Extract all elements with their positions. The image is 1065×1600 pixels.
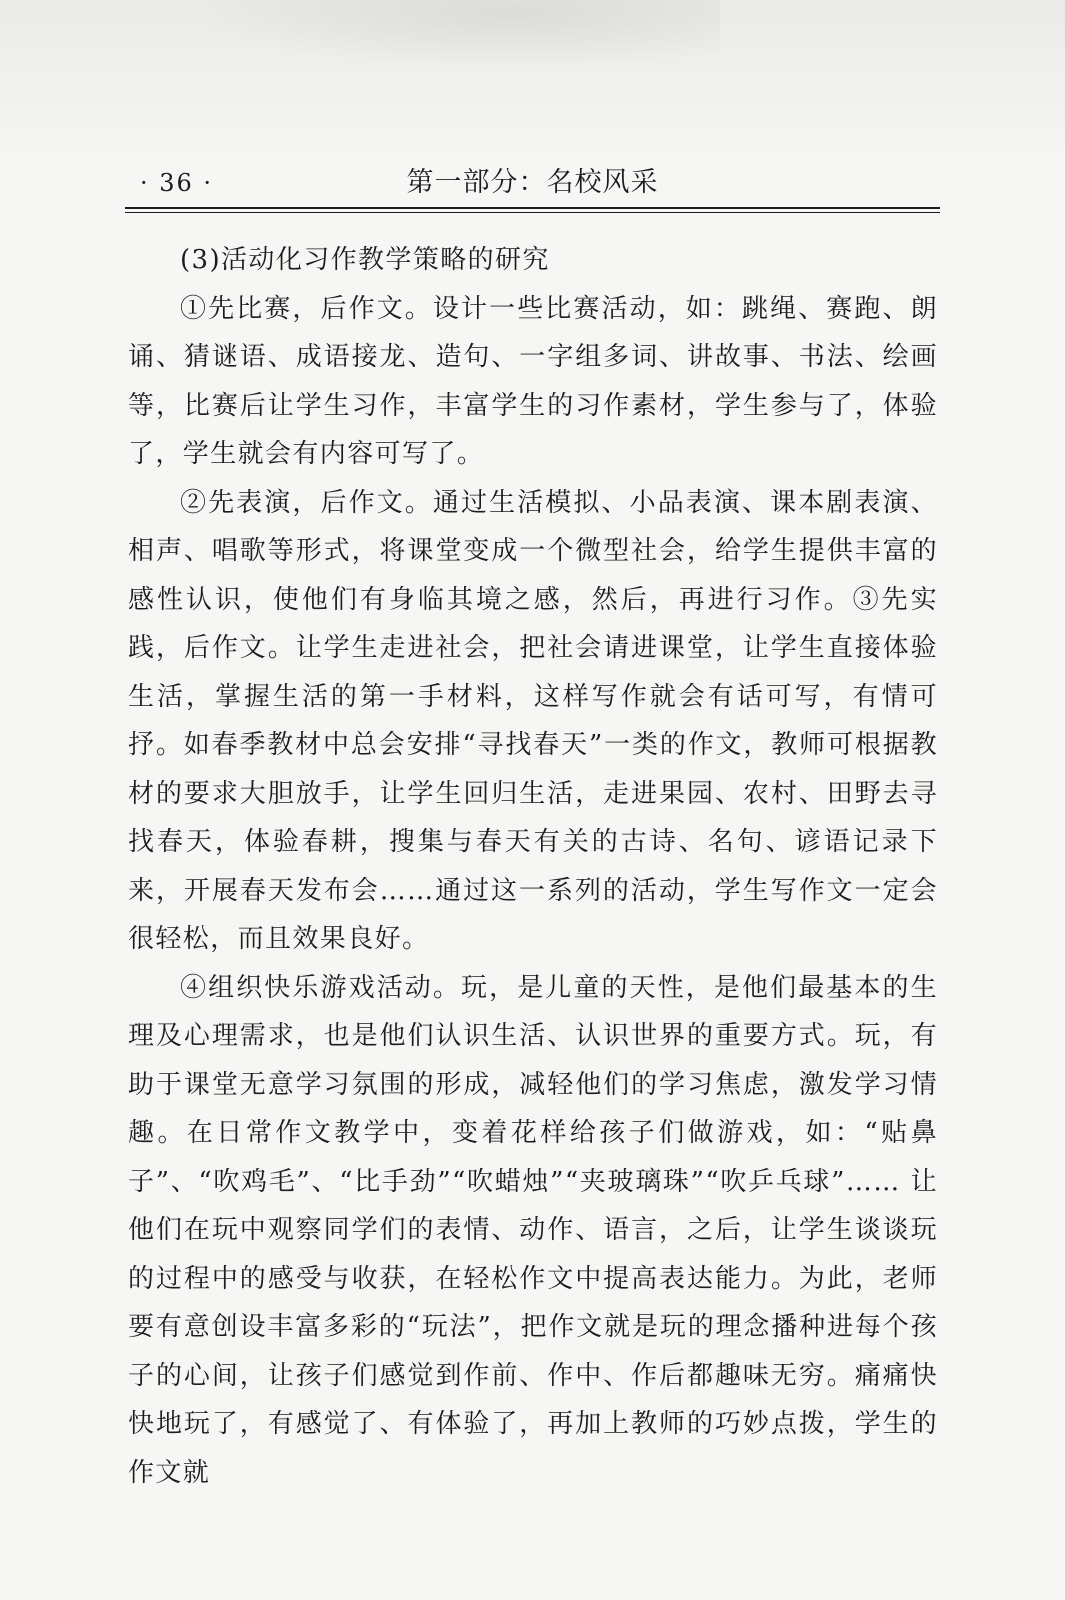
paragraph-3: ④组织快乐游戏活动。玩，是儿童的天性，是他们最基本的生理及心理需求，也是他们认识生活、认识世界的重要方式。玩，有助于课堂无意学习氛围的形成，减轻他们的学习焦虑，激发学习情趣。在日常作文教学中，变着花样给孩子们做游戏，如：“贴鼻子”、“吹鸡毛”、“比手劲”“吹蜡烛”“夹玻璃珠”“吹乒乓球”…… 让他们在玩中观察同学们的表情、动作、语言，之后，让学生谈谈玩的过程中的感受与收获，在轻松作文中提高表达能力。为此，老师要有意创设丰富多彩的“玩法”，把作文就是玩的理念播种进每个孩子的心间，让孩子们感觉到作前、作中、作后都趣味无穷。痛痛快快地玩了，有感觉了、有体验了，再加上教师的巧妙点拨，学生的作文就 [128, 972, 938, 1488]
paragraph-2: ②先表演，后作文。通过生活模拟、小品表演、课本剧表演、相声、唱歌等形式，将课堂变成一个微型社会，给学生提供丰富的感性认识，使他们有身临其境之感，然后，再进行习作。③先实践，后作文。让学生走进社会，把社会请进课堂，让学生直接体验生活，掌握生活的第一手材料，这样写作就会有话可写，有情可抒。如春季教材中总会安排“寻找春天”一类的作文，教师可根据教材的要求大胆放手，让学生回归生活，走进果园、农村、田野去寻找春天，体验春耕，搜集与春天有关的古诗、名句、谚语记录下来，开展春天发布会……通过这一系列的活动，学生写作文一定会很轻松，而且效果良好。 [128, 487, 938, 954]
scan-shadow [0, 0, 1065, 160]
paragraph-1: ①先比赛，后作文。设计一些比赛活动，如：跳绳、赛跑、朗诵、猜谜语、成语接龙、造句、一字组多词、讲故事、书法、绘画等，比赛后让学生习作，丰富学生的习作素材，学生参与了，体验了，学生就会有内容可写了。 [128, 293, 938, 469]
running-head: 第一部分：名校风采 [406, 167, 659, 198]
page-number: · 36 · [140, 169, 214, 197]
section-heading: (3)活动化习作教学策略的研究 [180, 245, 550, 275]
header-rule-thick [125, 207, 940, 209]
scan-fold-mark [200, 0, 720, 70]
body-text [128, 236, 938, 1497]
page-header [125, 163, 940, 203]
header-rule-thin [125, 212, 940, 213]
